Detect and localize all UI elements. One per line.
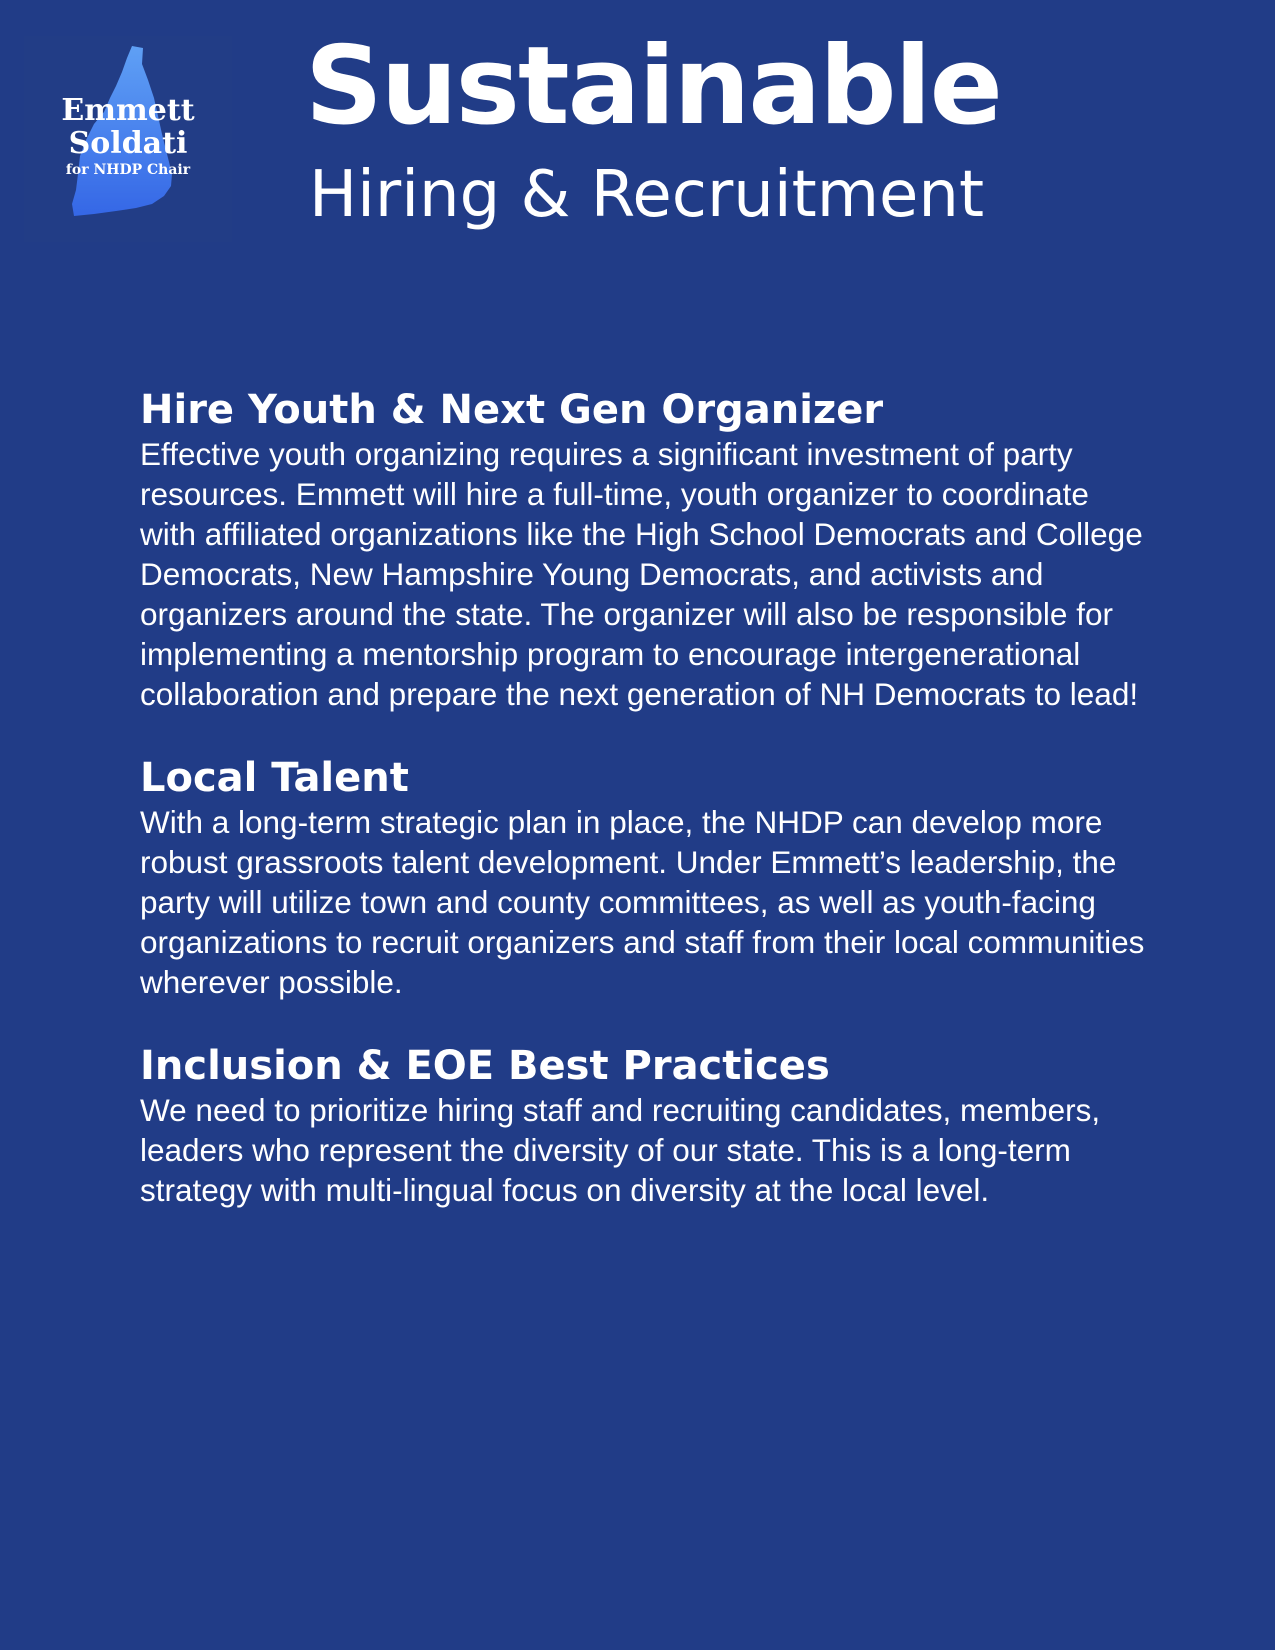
section-youth-organizer <box>140 386 1150 714</box>
section-heading: Inclusion & EOE Best Practices <box>140 1043 830 1089</box>
logo-tagline: for NHDP Chair <box>65 162 191 178</box>
page-title: Sustainable <box>305 24 1001 149</box>
logo-name-last: Soldati <box>68 126 188 161</box>
page-subtitle: Hiring & Recruitment <box>309 158 985 232</box>
section-inclusion-eoe <box>140 1042 1150 1210</box>
campaign-logo <box>24 36 232 242</box>
logo-name-first: Emmett <box>61 93 195 128</box>
section-heading: Hire Youth & Next Gen Organizer <box>140 387 884 433</box>
section-body: We need to prioritize hiring staff and recruiting candidates, members, leaders who represent the diversity of our state. This is a long-term strategy with multi-lingual focus on diversity at the local level. <box>140 1092 1101 1208</box>
section-body: With a long-term strategic plan in place, the NHDP can develop more robust grassroots talent development. Under Emmett’s leadership, the party will utilize town and county committees, as well as youth-facing organizations to recruit organizers and staff from their local communities wherever possible. <box>140 804 1145 1000</box>
section-local-talent <box>140 754 1150 1002</box>
content-body <box>140 386 1150 1250</box>
section-heading: Local Talent <box>140 755 409 801</box>
section-body: Effective youth organizing requires a significant investment of party resources. Emmett will hire a full-time, youth organizer to coordinate with affiliated organizations like the High School Democrats and College Democrats, New Hampshire Young Democrats, and activists and organizers around the state. The organizer will also be responsible for implementing a mentorship program to encourage intergenerational collaboration and prepare the next generation of NH Democrats to lead! <box>140 436 1143 712</box>
